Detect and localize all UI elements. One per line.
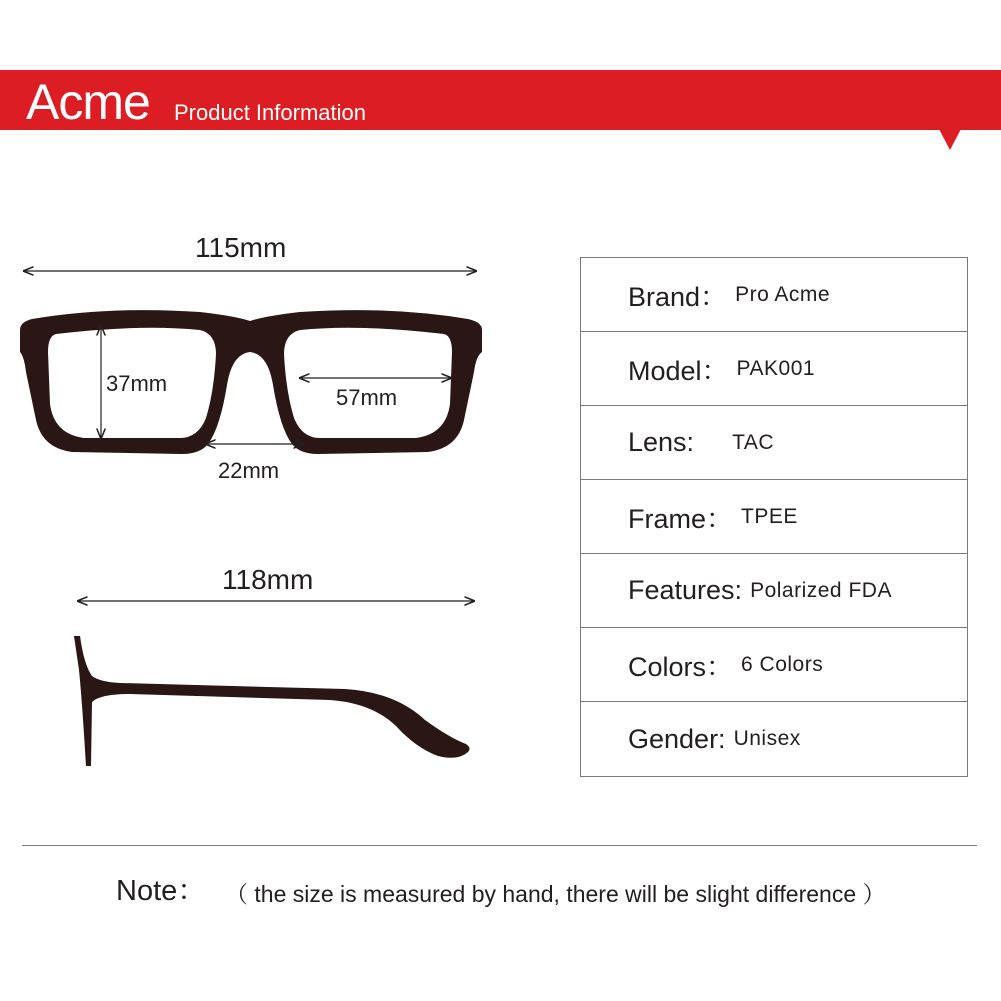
spec-row-gender (581, 702, 967, 776)
brand-title: Acme (26, 74, 150, 130)
spec-label: Gender: (628, 723, 726, 754)
spec-value: Pro Acme (735, 282, 831, 306)
spec-label: Frame： (628, 504, 734, 534)
spec-label: Lens: (628, 427, 695, 457)
spec-value: TAC (732, 430, 775, 454)
spec-row-features (581, 554, 967, 628)
spec-table (580, 257, 968, 777)
spec-label: Features: (628, 575, 743, 605)
total-width-label: 115mm (195, 232, 287, 263)
lens-height-label: 37mm (106, 371, 168, 396)
spec-value: Polarized FDA (750, 578, 892, 602)
lens-width-label: 57mm (336, 385, 398, 410)
note-label: Note： (116, 875, 207, 907)
bridge-width-label: 22mm (218, 458, 280, 483)
spec-row-lens (581, 406, 967, 480)
spec-label: Colors： (628, 652, 734, 682)
spec-value: TPEE (741, 504, 798, 528)
spec-row-brand (581, 258, 967, 332)
divider (22, 845, 977, 846)
spec-row-frame (581, 480, 967, 554)
spec-label: Brand： (628, 282, 728, 312)
front-frame-icon (20, 310, 482, 454)
temple-arm-icon (74, 636, 470, 766)
spec-label: Model： (628, 356, 729, 386)
brand-subtitle: Product Information (174, 100, 366, 125)
temple-length-label: 118mm (222, 564, 314, 595)
spec-row-model (581, 332, 967, 406)
spec-value: PAK001 (736, 356, 816, 380)
spec-value: Unisex (733, 727, 801, 750)
spec-row-colors (581, 628, 967, 702)
spec-value: 6 Colors (741, 652, 824, 676)
note-text: （ the size is measured by hand, there will be slight difference ） (225, 881, 886, 907)
